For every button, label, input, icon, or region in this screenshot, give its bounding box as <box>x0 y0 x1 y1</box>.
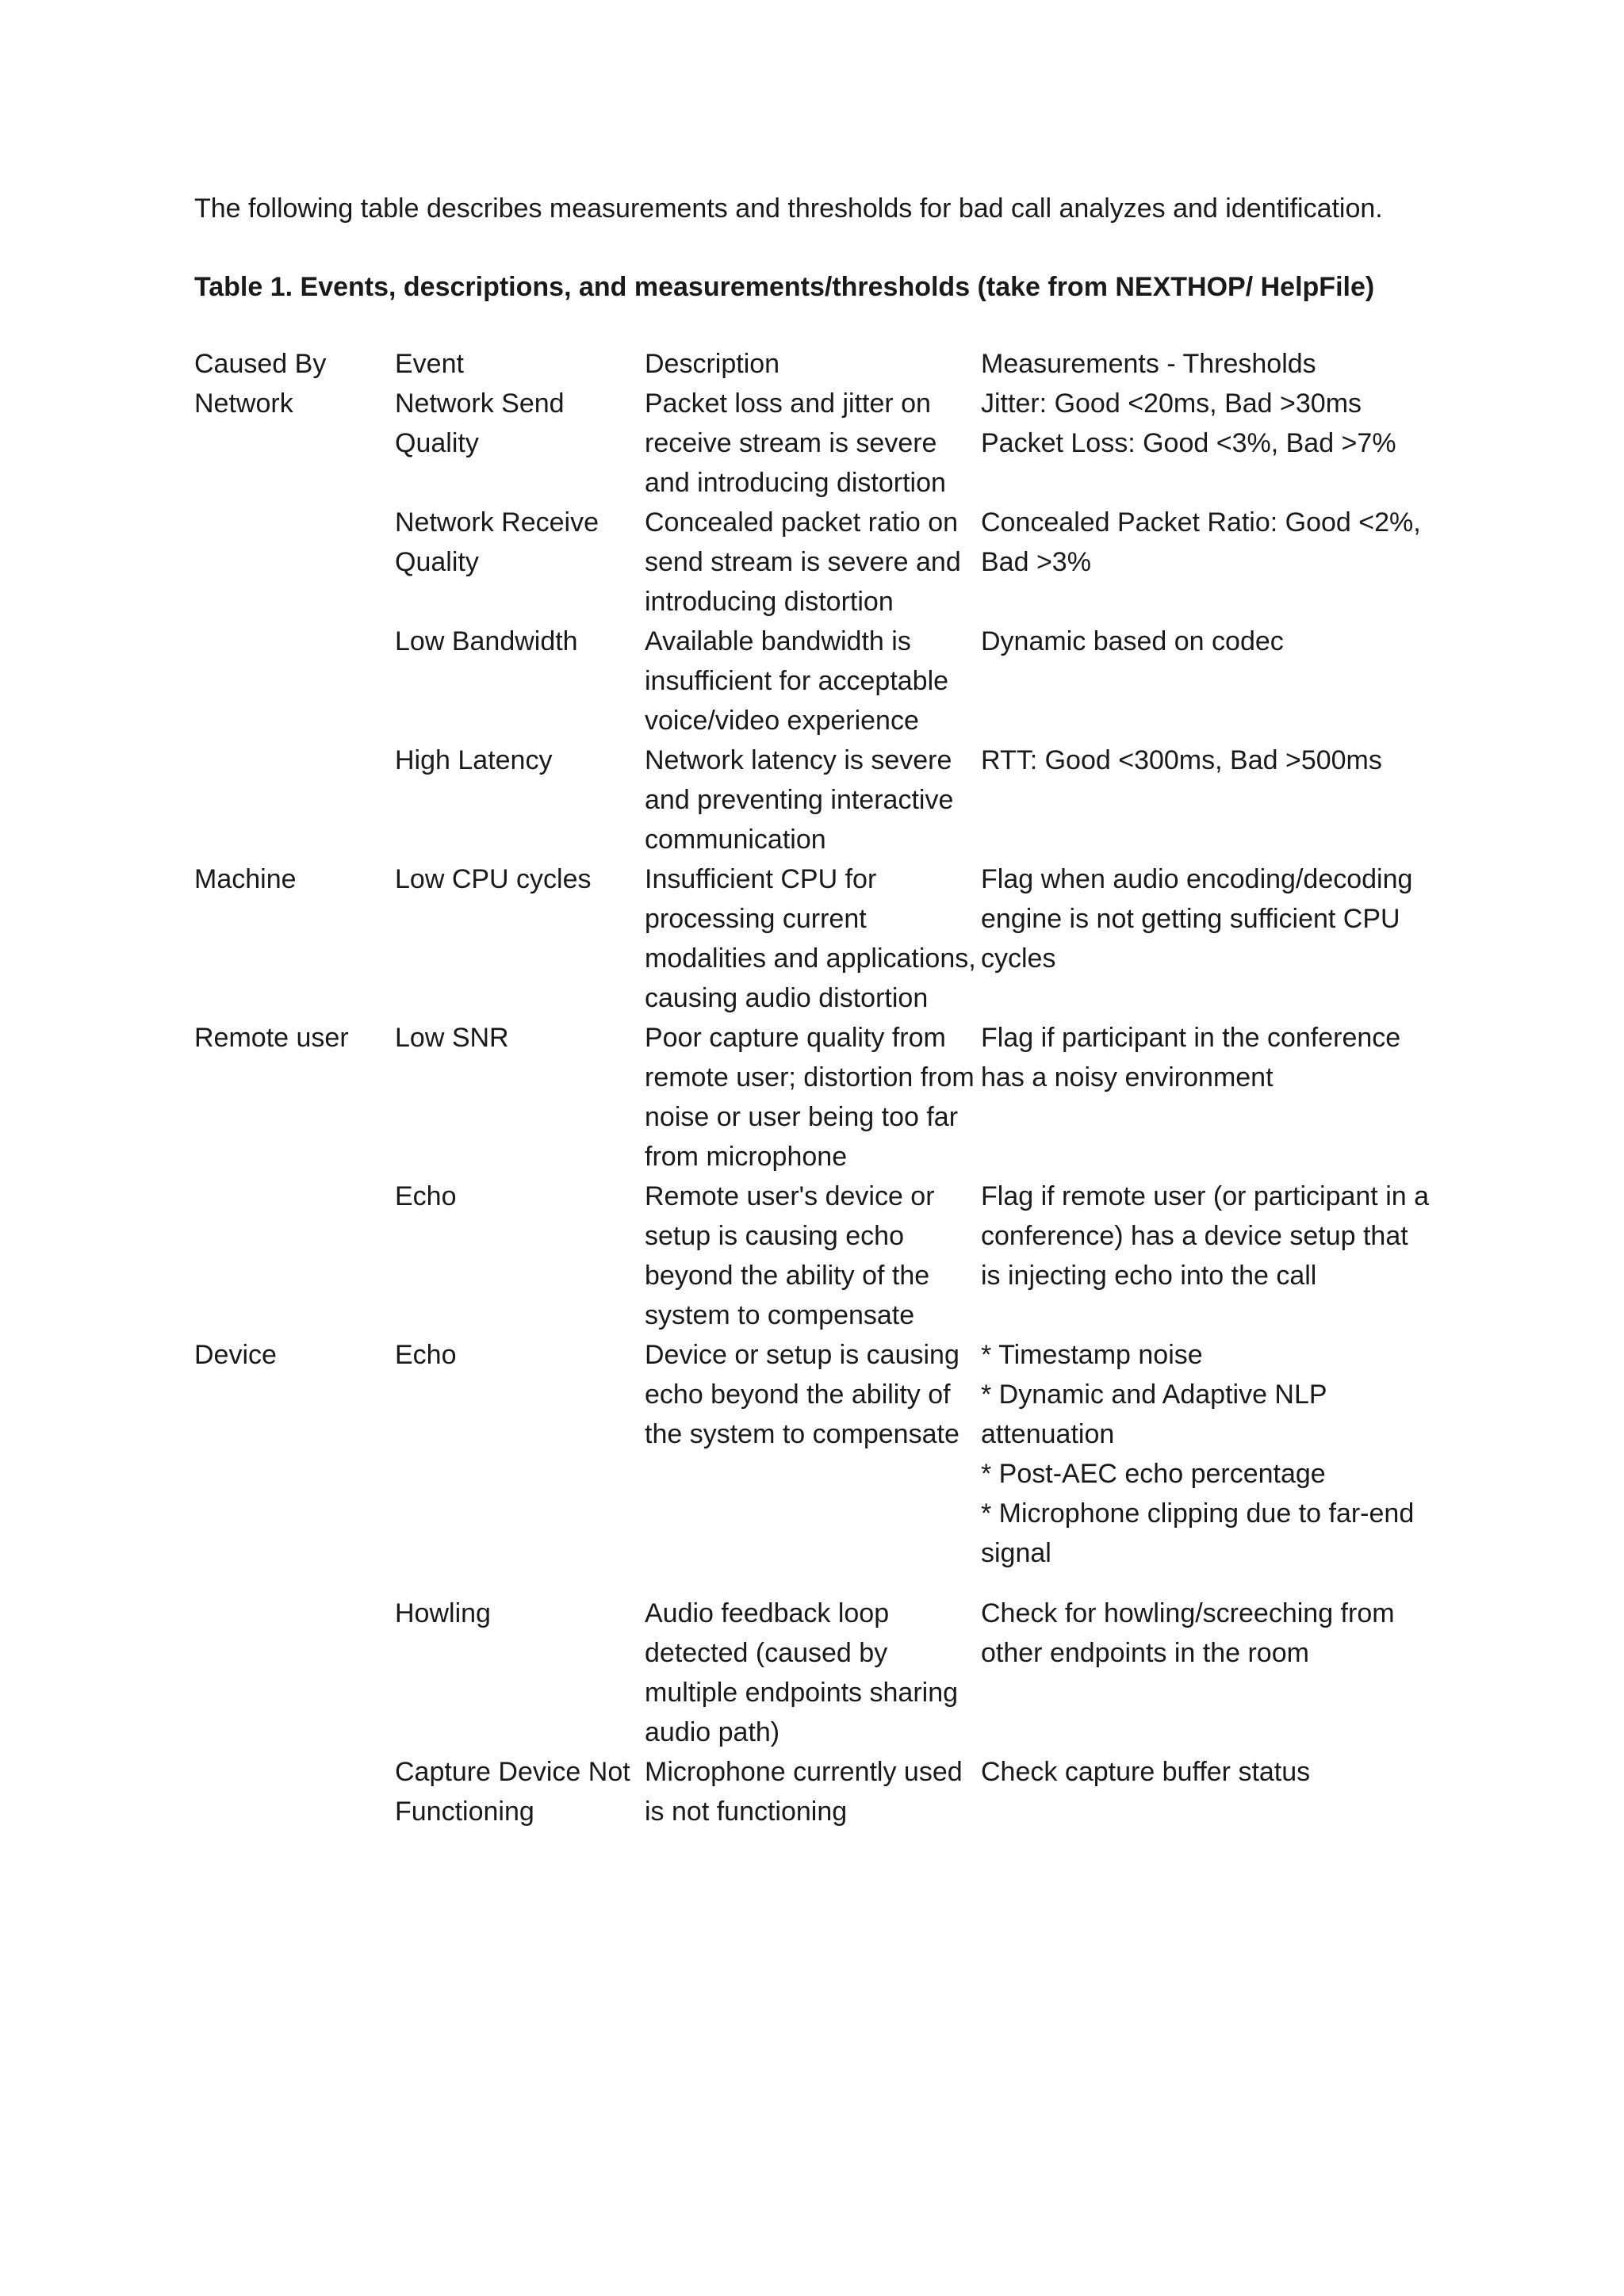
cell-measurements <box>981 384 1431 503</box>
table-row <box>194 622 1431 740</box>
measurement-line: * Dynamic and Adaptive NLP attenuation <box>981 1380 1327 1449</box>
cell-cause: Network <box>194 388 293 419</box>
measurement-line: * Microphone clipping due to far-end signal <box>981 1498 1415 1568</box>
table-row <box>194 1335 1431 1594</box>
table-row <box>194 1177 1431 1335</box>
cell-measurements <box>981 740 1431 859</box>
measurement-line: * Timestamp noise <box>981 1340 1203 1370</box>
cell-event: Echo <box>395 1181 457 1211</box>
table-row <box>194 859 1431 1018</box>
measurement-line: Check capture buffer status <box>981 1757 1311 1787</box>
cell-measurements <box>981 622 1431 740</box>
measurement-line: Flag if participant in the conference has a noisy environment <box>981 1023 1401 1093</box>
cell-event: Low Bandwidth <box>395 626 578 656</box>
header-event: Event <box>395 349 464 379</box>
measurement-line: Flag when audio encoding/decoding engine is not getting sufficient CPU cycles <box>981 864 1413 974</box>
table-row <box>194 384 1431 503</box>
table-caption: Table 1. Events, descriptions, and measurements/thresholds (take from NEXTHOP/ HelpFile) <box>194 272 1375 302</box>
cell-measurements <box>981 1335 1431 1594</box>
cell-measurements <box>981 859 1431 1018</box>
cell-cause: Device <box>194 1340 277 1370</box>
cell-event: Low SNR <box>395 1023 509 1053</box>
cell-measurements <box>981 503 1431 622</box>
cell-description: Remote user's device or setup is causing echo beyond the ability of the system to compensate <box>645 1181 935 1330</box>
cell-measurements <box>981 1018 1431 1177</box>
measurement-line: Packet Loss: Good <3%, Bad >7% <box>981 428 1396 458</box>
cell-cause <box>194 1177 395 1335</box>
cell-event: Capture Device Not Functioning <box>395 1757 630 1827</box>
cell-description: Available bandwidth is insufficient for acceptable voice/video experience <box>645 626 949 736</box>
header-description: Description <box>645 349 780 379</box>
cell-description: Audio feedback loop detected (caused by multiple endpoints sharing audio path) <box>645 1598 959 1747</box>
cell-event: Echo <box>395 1340 457 1370</box>
table-row <box>194 1594 1431 1752</box>
measurement-line: Check for howling/screeching from other endpoints in the room <box>981 1598 1395 1668</box>
measurement-line: Dynamic based on codec <box>981 626 1284 656</box>
cell-measurements <box>981 1177 1431 1335</box>
events-table <box>194 344 1431 1831</box>
measurement-line: Concealed Packet Ratio: Good <2%, Bad >3% <box>981 507 1421 577</box>
cell-cause <box>194 740 395 859</box>
table-row <box>194 740 1431 859</box>
header-measurements: Measurements - Thresholds <box>981 349 1316 379</box>
table-row <box>194 1752 1431 1831</box>
cell-cause <box>194 622 395 740</box>
measurement-line: Jitter: Good <20ms, Bad >30ms <box>981 388 1362 419</box>
cell-cause <box>194 1752 395 1831</box>
table-header-row <box>194 344 1431 384</box>
cell-event: High Latency <box>395 745 553 775</box>
cell-event: Howling <box>395 1598 491 1628</box>
cell-description: Network latency is severe and preventing interactive communication <box>645 745 954 855</box>
cell-cause: Remote user <box>194 1023 349 1053</box>
header-caused-by: Caused By <box>194 349 327 379</box>
cell-event: Network Receive Quality <box>395 507 599 577</box>
cell-description: Concealed packet ratio on send stream is severe and introducing distortion <box>645 507 961 617</box>
cell-measurements <box>981 1752 1431 1831</box>
cell-cause: Machine <box>194 864 297 894</box>
cell-description: Poor capture quality from remote user; distortion from noise or user being too far from microphone <box>645 1023 975 1172</box>
cell-cause <box>194 503 395 622</box>
cell-measurements <box>981 1594 1431 1752</box>
intro-paragraph: The following table describes measurements and thresholds for bad call analyzes and identification. <box>194 193 1383 224</box>
cell-event: Low CPU cycles <box>395 864 592 894</box>
table-row <box>194 1018 1431 1177</box>
cell-description: Insufficient CPU for processing current modalities and applications, causing audio distortion <box>645 864 976 1013</box>
measurement-line: RTT: Good <300ms, Bad >500ms <box>981 745 1382 775</box>
measurement-line: Flag if remote user (or participant in a conference) has a device setup that is injecting echo into the call <box>981 1181 1430 1291</box>
cell-event: Network Send Quality <box>395 388 565 458</box>
table-row <box>194 503 1431 622</box>
measurement-line: * Post-AEC echo percentage <box>981 1459 1326 1489</box>
cell-description: Microphone currently used is not functioning <box>645 1757 963 1827</box>
cell-cause <box>194 1594 395 1752</box>
cell-description: Device or setup is causing echo beyond the ability of the system to compensate <box>645 1340 959 1449</box>
cell-description: Packet loss and jitter on receive stream is severe and introducing distortion <box>645 388 946 498</box>
